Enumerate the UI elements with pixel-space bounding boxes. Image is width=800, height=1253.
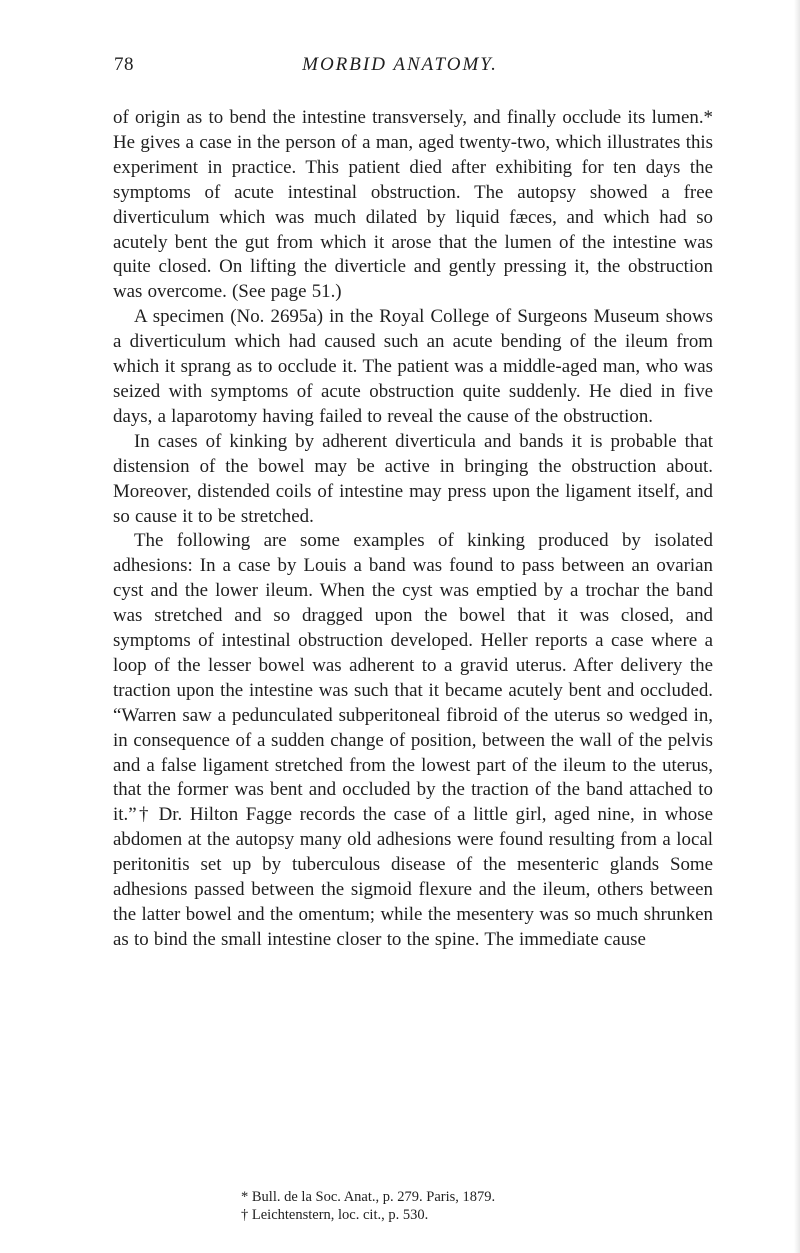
footnote-1: * Bull. de la Soc. Anat., p. 279. Paris, 1879.	[241, 1189, 496, 1205]
running-head	[80, 54, 720, 80]
footnotes	[113, 1188, 713, 1224]
footnote-2: † Leichtenstern, loc. cit., p. 530.	[241, 1207, 429, 1223]
paragraph-examples: The following are some examples of kinking produced by isolated adhesions: In a case by Louis a band was found to pass between an ovarian cyst and the lower ileum. When the cyst was emptied by a trochar the band was stretched and so dragged upon the bowel that it was closed, and symptoms of intestinal obstruction developed. Heller reports a case where a loop of the lesser bowel was adherent to a gravid uterus. After delivery the traction upon the intestine was such that it became acutely bent and occluded. “Warren saw a pedunculated subperitoneal fibroid of the uterus so wedged in, in consequence of a sudden change of position, between the wall of the pelvis and a false ligament stretched from the lowest part of the ileum to the uterus, that the former was bent and occluded by the traction of the band attached to it.”† Dr. Hilton Fagge records the case of a little girl, aged nine, in whose abdomen at the autopsy many old adhesions were found resulting from a local peritonitis set up by tuberculous disease of the mesenteric glands Some adhesions passed between the sigmoid flexure and the ileum, others between the latter bowel and the omentum; while the mesentery was so much shrunken as to bind the small intestine closer to the spine. The immediate cause	[113, 530, 713, 950]
page-number: 78	[114, 54, 134, 75]
paragraph-continuation: of origin as to bend the intestine transversely, and finally occlude its lumen.* He gives a case in the person of a man, aged twenty-two, which illustrates this experiment in practice. This patient died after exhibiting for ten days the symptoms of acute intestinal obstruction. The autopsy showed a free diverticulum which was much dilated by liquid fæces, and which had so acutely bent the gut from which it arose that the lumen of the intestine was quite closed. On lifting the diverticle and gently pressing it, the obstruction was overcome. (See page 51.)	[113, 107, 713, 303]
paragraph-kinking-distension: In cases of kinking by adherent diverticula and bands it is probable that distension of the bowel may be active in bringing the obstruction about. Moreover, distended coils of intestine may press upon the ligament itself, and so cause it to be stretched.	[113, 430, 713, 527]
paragraph-specimen: A specimen (No. 2695a) in the Royal College of Surgeons Museum shows a diverticulum which had caused such an acute bending of the ileum from which it sprang as to occlude it. The patient was a middle-aged man, who was seized with symptoms of acute obstruction quite suddenly. He died in five days, a laparotomy having failed to reveal the cause of the obstruction.	[113, 306, 713, 427]
running-title: MORBID ANATOMY.	[302, 54, 498, 75]
body-text	[113, 106, 713, 953]
scan-edge-shadow	[794, 0, 800, 1253]
